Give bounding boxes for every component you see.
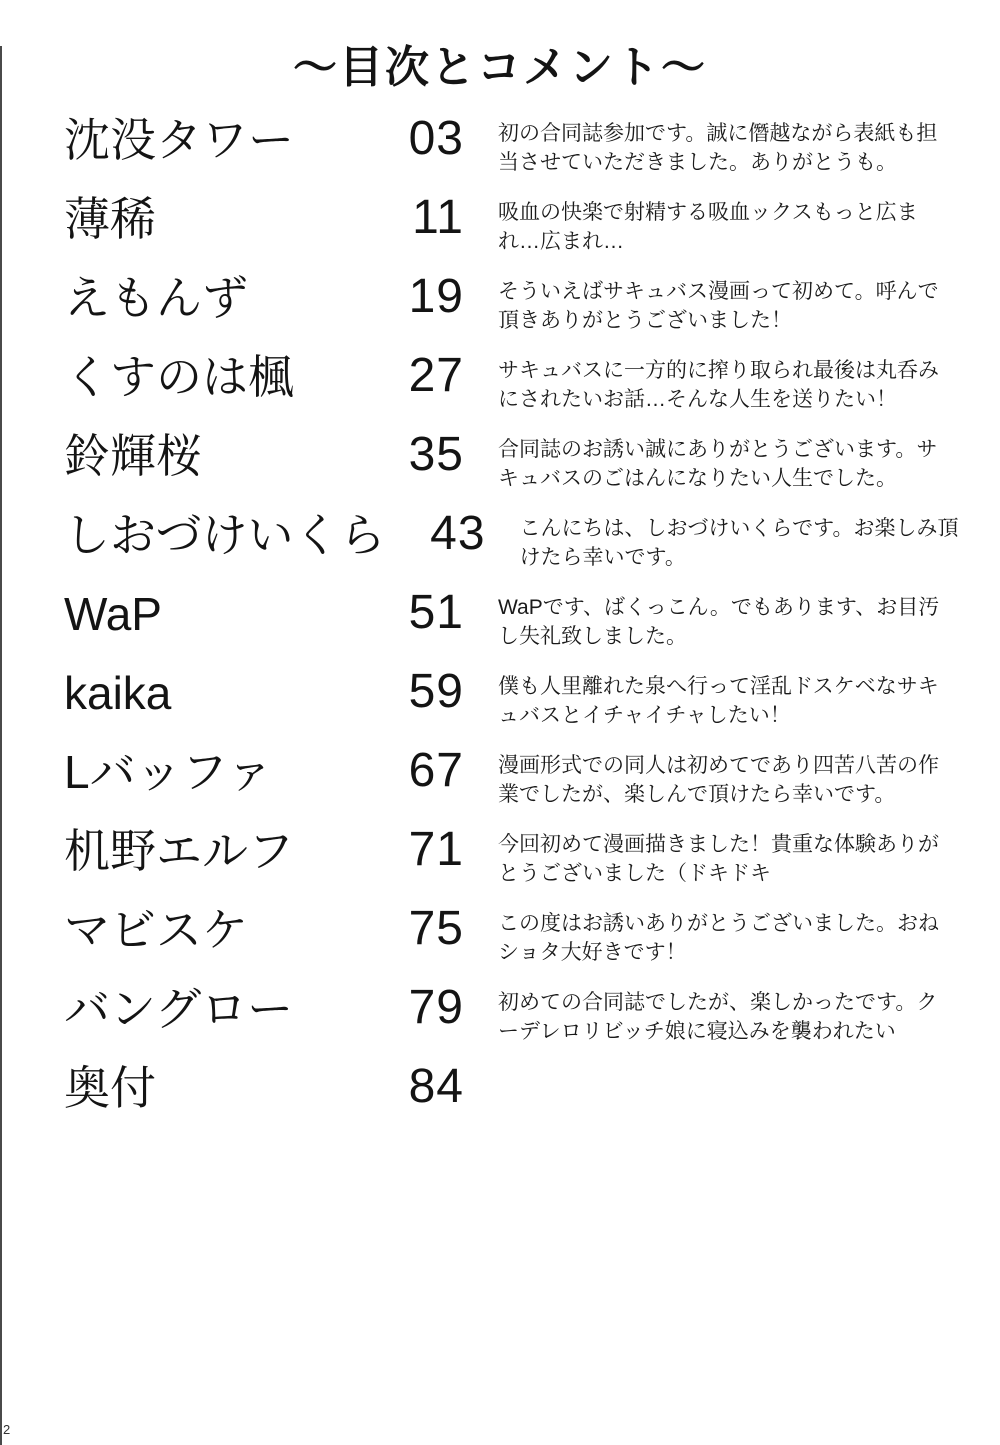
entry-page-number: 75 [408,902,464,955]
toc-entry [0,270,1000,353]
toc-entry [0,823,1000,906]
author-comment: 漫画形式での同人は初めてであり四苦八苦の作業でしたが、楽しんで頂けたら幸いです。 [498,754,939,806]
author-comment: 吸血の快楽で射精する吸血ックスもっと広まれ…広まれ… [498,201,918,253]
author-name: 奥付 [64,1062,156,1114]
author-comment: WaPです、ばくっこん。でもあります、お目汚し失礼致しました。 [498,596,940,648]
entry-page-number: 43 [430,507,486,560]
author-name: 鈴輝桜 [64,430,202,482]
entry-page-number: 67 [408,744,464,797]
entry-page-number: 19 [408,270,464,323]
entry-page-number: 51 [408,586,464,639]
author-name: 机野エルフ [64,825,294,877]
author-comment: こんにちは、しおづけいくらです。お楽しみ頂けたら幸いです。 [519,517,959,569]
author-comment: 僕も人里離れた泉へ行って淫乱ドスケベなサキュバスとイチャイチャしたい！ [498,675,939,727]
toc-entry [0,191,1000,274]
author-comment [498,1064,950,1067]
entry-page-number: 35 [408,428,464,481]
author-name: えもんず [64,272,248,324]
entry-page-number: 79 [408,981,464,1034]
toc-entry [0,981,1000,1064]
entry-page-number: 71 [408,823,464,876]
entry-page-number: 84 [408,1060,464,1113]
toc-entry [0,665,1000,748]
author-comment: 今回初めて漫画描きました！貴重な体験ありがとうございました（ドキドキ [498,833,939,885]
toc-entry [0,507,1000,590]
entry-page-number: 03 [408,112,464,165]
author-name: WaP [64,588,162,640]
toc-entry [0,902,1000,985]
author-name: しおづけいくら [64,509,386,561]
author-name: 沈没タワー [64,114,294,166]
author-comment: サキュバスに一方的に搾り取られ最後は丸呑みにされたいお話…そんな人生を送りたい！ [498,359,939,411]
author-name: マビスケ [64,904,248,956]
corner-page-number: 2 [3,1422,11,1437]
author-comment: この度はお誘いありがとうございました。おねショタ大好きです！ [498,912,939,964]
page-title: ～目次とコメント～ [293,43,707,92]
author-comment: 初の合同誌参加です。誠に僭越ながら表紙も担当させていただきました。ありがとうも。 [498,122,938,174]
toc-entry [0,112,1000,195]
toc-entry [0,349,1000,432]
toc-entry [0,744,1000,827]
entry-page-number: 27 [408,349,464,402]
author-comment: そういえばサキュバス漫画って初めて。呼んで頂きありがとうございました！ [498,280,939,332]
entry-page-number: 59 [408,665,464,718]
toc-entry [0,1060,1000,1143]
table-of-contents [0,112,1000,1143]
author-comment: 初めての合同誌でしたが、楽しかったです。クーデレロリビッチ娘に寝込みを襲われたい [498,991,938,1043]
author-name: 薄稀 [64,193,156,245]
page-left-edge-shadow [0,46,2,1445]
author-comment: 合同誌のお誘い誠にありがとうございます。サキュバスのごはんになりたい人生でした。 [498,438,938,490]
toc-entry [0,428,1000,511]
author-name: Lバッファ [64,746,273,798]
toc-entry [0,586,1000,669]
author-name: くすのは楓 [64,351,294,403]
entry-page-number: 11 [412,191,464,244]
author-name: バングロー [64,983,294,1035]
author-name: kaika [64,667,172,719]
